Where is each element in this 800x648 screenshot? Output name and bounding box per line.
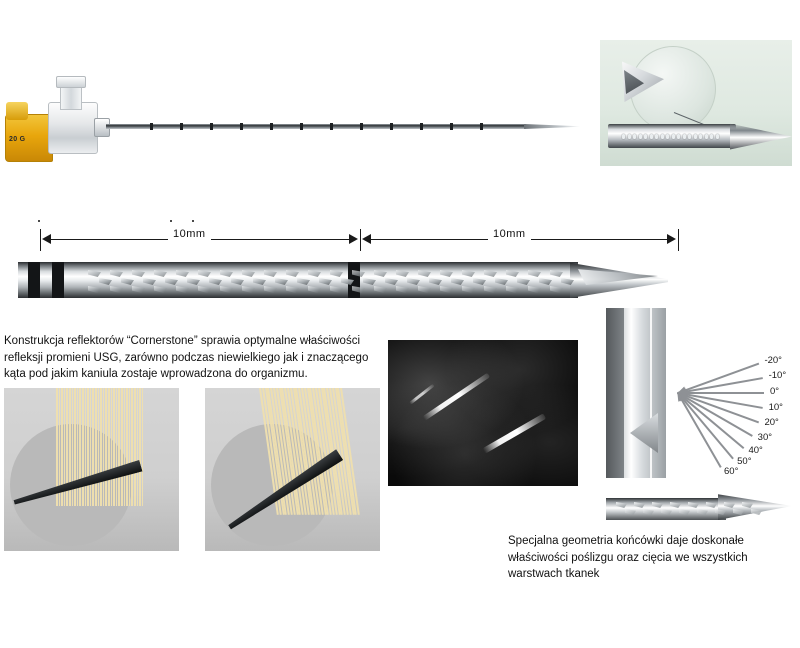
needle-depth-mark — [270, 123, 273, 130]
reflector-dot — [688, 134, 691, 139]
reflector-dot — [644, 134, 647, 139]
reflector-dot — [633, 134, 636, 139]
ultrasound-beam — [82, 388, 84, 506]
reflector-dot — [710, 134, 713, 139]
needle-hub-wing-upper — [6, 102, 28, 120]
needle-depth-mark — [180, 123, 183, 130]
ultrasound-beam — [98, 388, 100, 506]
bevel-highlight-edge — [650, 308, 652, 478]
inset-needle-tip — [730, 122, 792, 150]
angle-arrow — [678, 392, 745, 448]
angle-label: -20° — [764, 354, 782, 366]
reflector-dot — [655, 134, 658, 139]
reflector-dot — [716, 134, 719, 139]
measure-label-right: 10mm — [488, 228, 531, 240]
reflection-diagram-steep-angle — [205, 388, 380, 551]
needle-hub-cap — [56, 76, 86, 88]
insertion-angle-fan — [676, 296, 800, 482]
ultrasound-beam — [85, 388, 87, 506]
ultrasound-beam — [79, 388, 81, 506]
ultrasound-beam — [95, 388, 97, 506]
reflector-dot — [677, 134, 680, 139]
reflector-dot — [672, 134, 675, 139]
angle-label: 30° — [757, 432, 773, 443]
angle-label: 60° — [724, 465, 739, 477]
angle-label: 40° — [748, 445, 763, 457]
ultrasound-beam — [92, 388, 94, 506]
ultrasound-beam — [105, 388, 107, 506]
reflector-dot — [622, 134, 625, 139]
tip-closeup-inset — [600, 40, 792, 166]
ultrasound-beam — [111, 388, 113, 506]
angle-arrow — [678, 392, 764, 394]
reflector-dot — [661, 134, 664, 139]
inset-reflector-dots — [622, 134, 722, 140]
ultrasound-beam — [137, 388, 139, 506]
angle-label: -10° — [768, 370, 787, 382]
reflector-dot — [666, 134, 669, 139]
inset-needle-graphic — [608, 118, 784, 154]
needle-shaft-tip — [524, 124, 580, 129]
bevel-triangle-detail — [630, 413, 658, 453]
needle-shaft — [106, 124, 526, 129]
angle-label: 10° — [768, 401, 783, 413]
angle-label: 20° — [764, 417, 779, 429]
needle-shaft-closeup — [18, 258, 668, 304]
needle-depth-mark — [330, 123, 333, 130]
ultrasound-beam — [90, 388, 92, 506]
angle-label: 50° — [737, 456, 752, 468]
reflector-dot — [628, 134, 631, 139]
ultrasound-beam — [118, 388, 120, 506]
shaft-marker-band — [28, 262, 40, 298]
needle-depth-mark — [390, 123, 393, 130]
measure-label-left: 10mm — [168, 228, 211, 240]
tip-body — [606, 498, 726, 520]
left-description-paragraph: Konstrukcja reflektorów “Cornerstone” sprawia optymalne właściwości refleksji promieni USG, zarówno podczas niewielkiego jak i znaczącego kąta pod jakim kaniula zostaje wprowadzona do organizmu. — [4, 335, 369, 380]
ultrasound-image — [388, 340, 578, 486]
ultrasound-beam — [113, 388, 115, 506]
ultrasound-beam — [116, 388, 118, 506]
reflector-dot — [650, 134, 653, 139]
reflector-dot — [699, 134, 702, 139]
needle-depth-mark — [480, 123, 483, 130]
reflector-dot — [694, 134, 697, 139]
ultrasound-speckle — [388, 340, 578, 486]
ultrasound-beam — [108, 388, 110, 506]
bevel-shadow-edge — [606, 308, 624, 478]
needle-depth-mark — [300, 123, 303, 130]
reflector-dot — [705, 134, 708, 139]
needle-gauge-label: 20 G — [9, 136, 26, 143]
ultrasound-beam — [134, 388, 136, 506]
needle-tip-bottom-figure — [606, 488, 792, 528]
bevel-geometry-closeup — [606, 308, 666, 478]
ultrasound-beam — [131, 388, 133, 506]
ultrasound-beam — [142, 388, 144, 506]
ultrasound-beam — [126, 388, 128, 506]
ultrasound-beam — [103, 388, 105, 506]
top-needle-figure — [0, 40, 600, 143]
ultrasound-beam — [100, 388, 102, 506]
right-description-paragraph: Specjalna geometria końcówki daje doskonałe właściwości poślizgu oraz cięcia we wszystkich warstwach tkanek — [508, 535, 748, 580]
needle-depth-mark — [210, 123, 213, 130]
reflector-dot — [683, 134, 686, 139]
needle-depth-mark — [150, 123, 153, 130]
measurement-scale — [20, 215, 680, 260]
angle-label: 0° — [770, 386, 780, 397]
needle-depth-mark — [240, 123, 243, 130]
shaft-marker-band — [52, 262, 64, 298]
scale-tick-dots — [20, 215, 680, 227]
angle-arrow — [678, 363, 759, 394]
ultrasound-beam — [121, 388, 123, 506]
ultrasound-beam — [87, 388, 89, 506]
needle-depth-mark — [360, 123, 363, 130]
ultrasound-beam — [124, 388, 126, 506]
needle-depth-mark — [420, 123, 423, 130]
ultrasound-beam — [139, 388, 141, 506]
reflector-dot — [639, 134, 642, 139]
ultrasound-beam — [129, 388, 131, 506]
reflection-diagram-shallow-angle — [4, 388, 179, 551]
needle-depth-mark — [450, 123, 453, 130]
